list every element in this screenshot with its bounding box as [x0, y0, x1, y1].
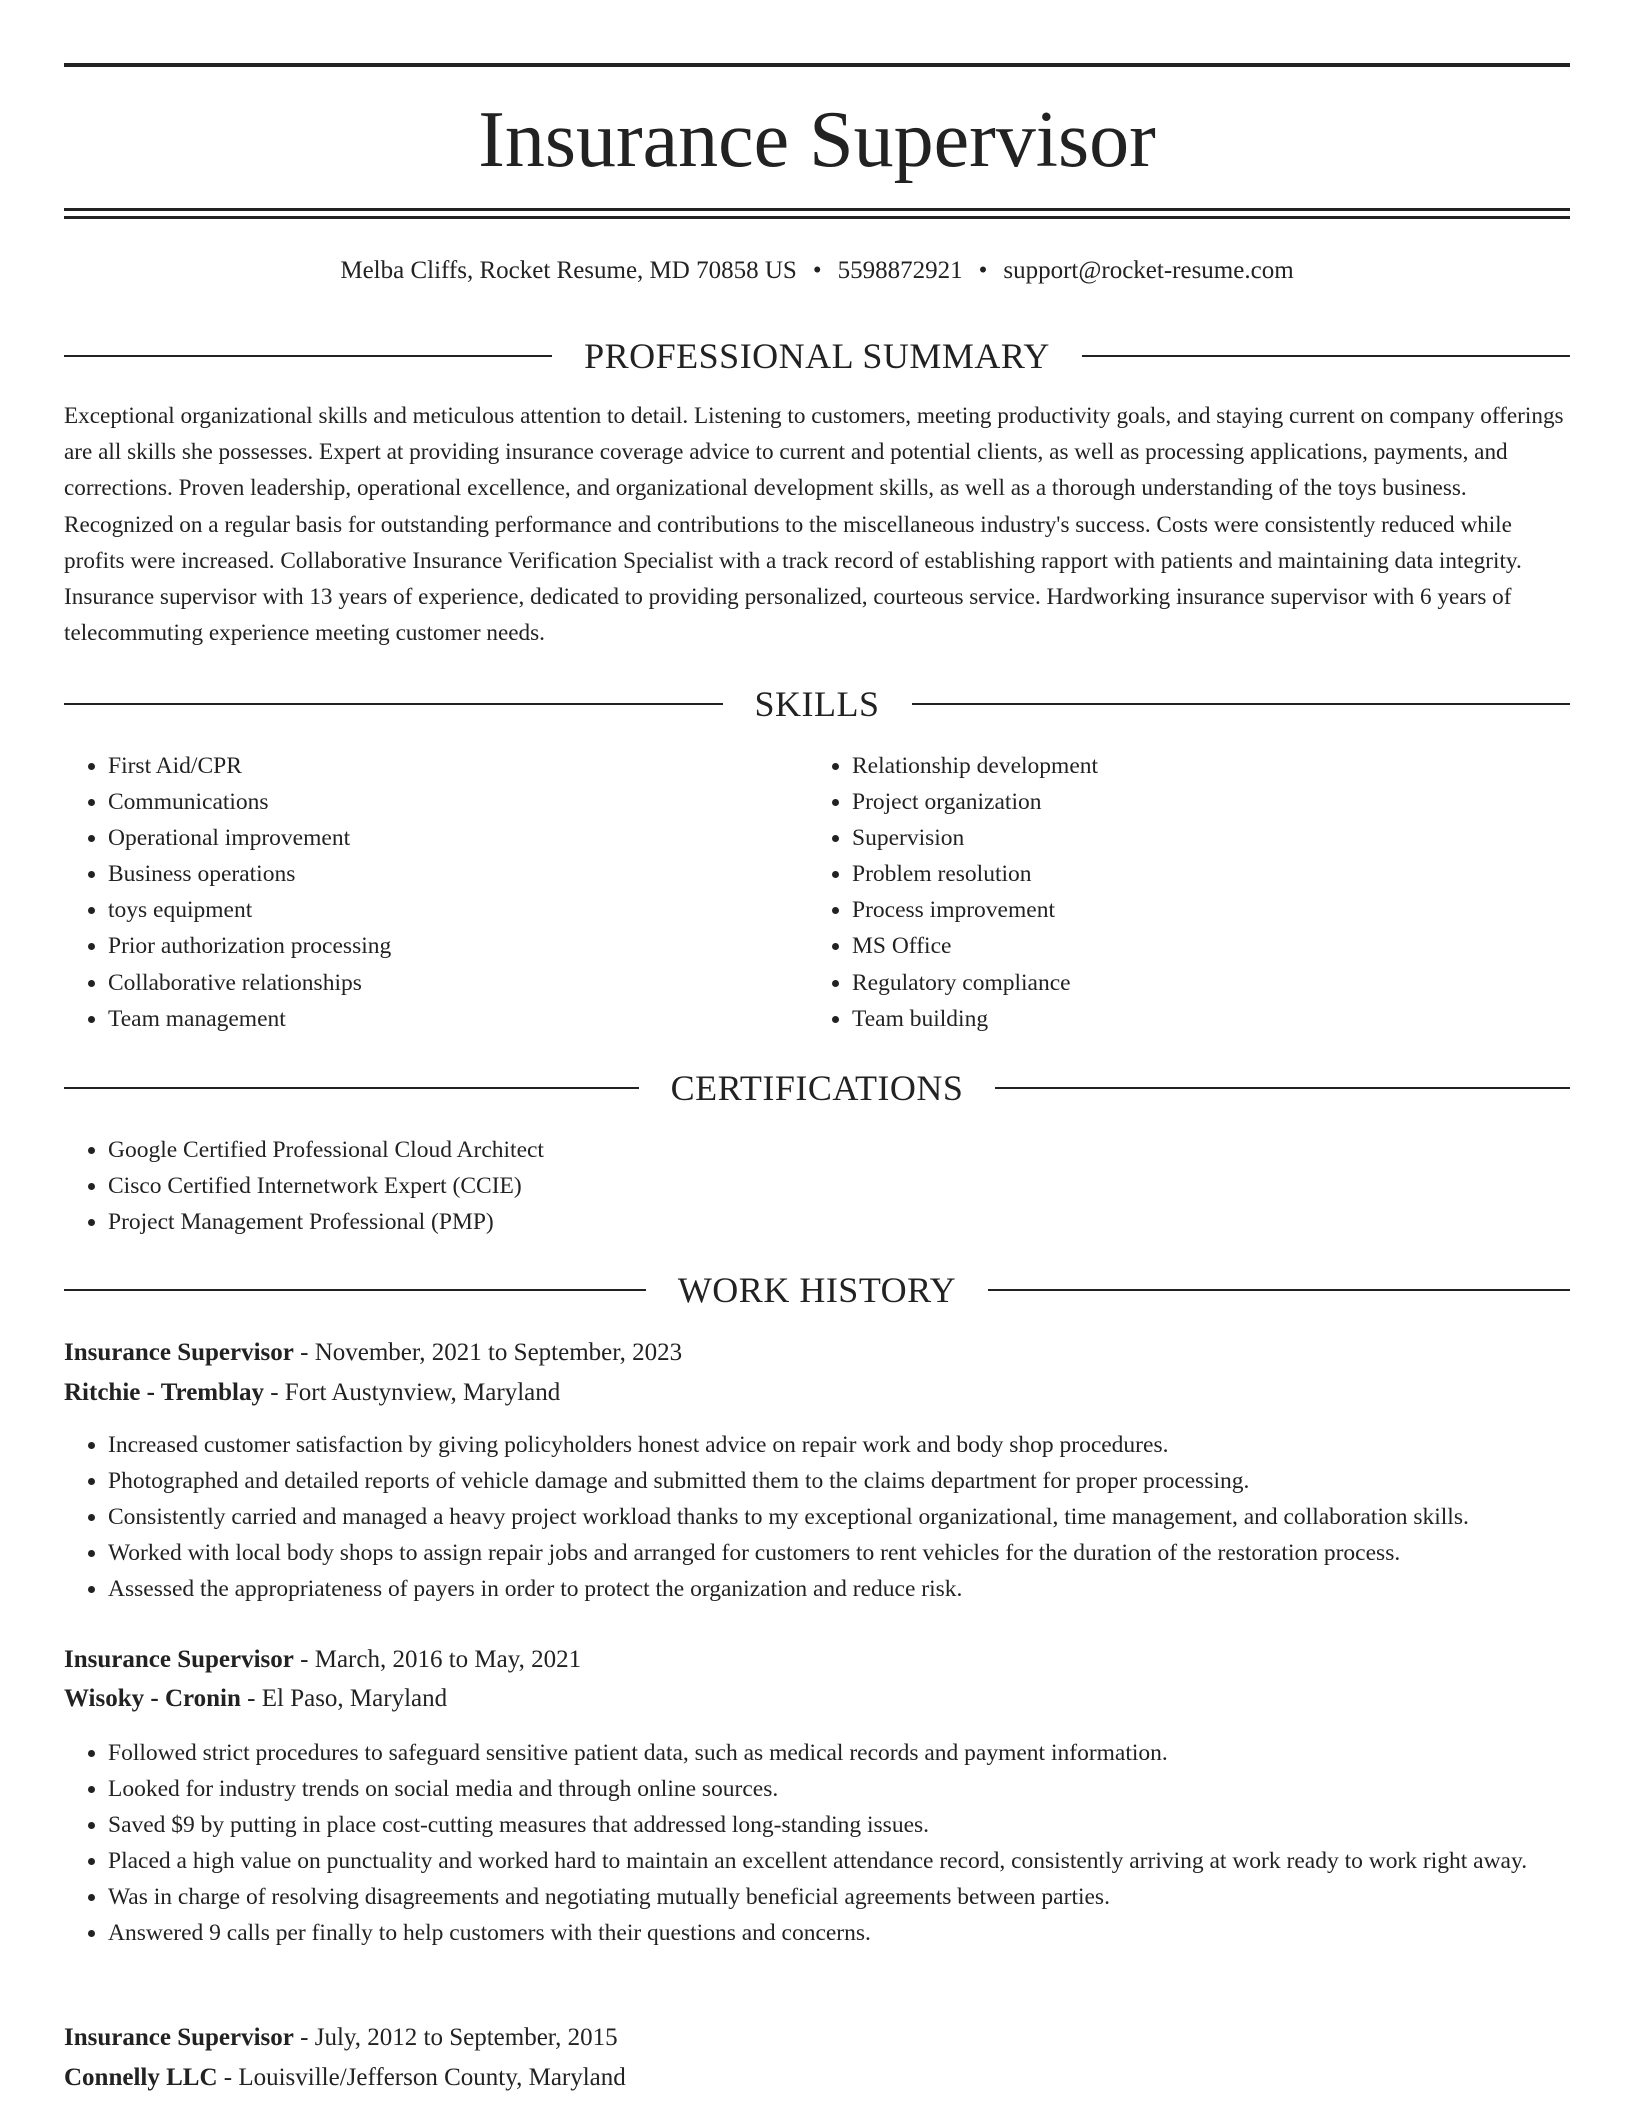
- work-heading: WORK HISTORY: [677, 1270, 957, 1310]
- skill-item: • Team building: [852, 1001, 1508, 1037]
- job-company: Connelly LLC: [64, 2064, 218, 2091]
- certifications-list: [64, 1132, 1570, 1240]
- section-rule-left: [64, 1087, 639, 1089]
- job-location: - Louisville/Jefferson County, Maryland: [217, 2064, 626, 2091]
- job-bullet: • Looked for industry trends on social media and through online sources.: [108, 1771, 1570, 1807]
- summary-text: Exceptional organizational skills and meticulous attention to detail. Listening to customers, meeting productivity goals, and staying current on company offerings are all skills she possesses. Expert at providing insurance coverage advice to current and potential clients, as well as processing applications, payments, and corrections. Proven leadership, operational excellence, and organizational development skills, as well as a thorough understanding of the toys business. Recognized on a regular basis for outstanding performance and contributions to the miscellaneous industry's success. Costs were consistently reduced while profits were increased. Collaborative Insurance Verification Specialist with a track record of establishing rapport with patients and maintaining data integrity. Insurance supervisor with 13 years of experience, dedicated to providing personalized, courteous service. Hardworking insurance supervisor with 6 years of telecommuting experience meeting customer needs.: [64, 403, 1564, 647]
- skills-column-left: [64, 748, 764, 1037]
- job-bullets: [64, 1735, 1570, 1951]
- skills-column-right: [808, 748, 1508, 1037]
- job-bullet: • Increased customer satisfaction by giving policyholders honest advice on repair work and body shop procedures.: [108, 1427, 1570, 1463]
- title-rule-lower: [64, 216, 1570, 219]
- job-bullet: • Worked with local body shops to assign repair jobs and arranged for customers to rent vehicles for the duration of the restoration process.: [108, 1535, 1570, 1571]
- job-company-line: [64, 1375, 1570, 1411]
- section-rule-left: [64, 703, 723, 705]
- contact-separator: •: [978, 257, 988, 284]
- job-location: - El Paso, Maryland: [240, 1685, 448, 1712]
- certification-item: • Cisco Certified Internetwork Expert (CCIE): [108, 1168, 1570, 1204]
- job-company-line: [64, 1681, 1570, 1717]
- job-dates: - March, 2016 to May, 2021: [293, 1646, 582, 1673]
- top-rule: [64, 63, 1570, 67]
- skill-item: • Regulatory compliance: [852, 965, 1508, 1001]
- skill-item: • toys equipment: [108, 892, 764, 928]
- contact-phone: 5598872921: [837, 257, 963, 284]
- skill-item: • Problem resolution: [852, 856, 1508, 892]
- job-bullet: • Answered 9 calls per finally to help customers with their questions and concerns.: [108, 1915, 1570, 1951]
- section-rule-right: [988, 1289, 1570, 1291]
- summary-heading: PROFESSIONAL SUMMARY: [584, 336, 1050, 376]
- skill-item: • Team management: [108, 1001, 764, 1037]
- skill-item: • First Aid/CPR: [108, 748, 764, 784]
- section-rule-left: [64, 355, 552, 357]
- job-bullets: [64, 1427, 1570, 1607]
- skill-item: • Business operations: [108, 856, 764, 892]
- title-rule-upper: [64, 208, 1570, 211]
- contact-email[interactable]: support@rocket-resume.com: [1003, 257, 1294, 284]
- skill-item: • Communications: [108, 784, 764, 820]
- skill-item: • Operational improvement: [108, 820, 764, 856]
- section-rule-left: [64, 1289, 646, 1291]
- contact-line: [64, 254, 1570, 288]
- job-bullet: • Photographed and detailed reports of vehicle damage and submitted them to the claims department for proper processing.: [108, 1463, 1570, 1499]
- section-rule-right: [995, 1087, 1570, 1089]
- job-title-line: [64, 1642, 1570, 1678]
- job-title-line: [64, 1335, 1570, 1371]
- skills-heading: SKILLS: [754, 684, 880, 724]
- job-company: Ritchie - Tremblay: [64, 1379, 264, 1406]
- job-title: Insurance Supervisor: [64, 1339, 294, 1366]
- work-section-header: [64, 1268, 1570, 1312]
- job-company-line: [64, 2060, 1570, 2096]
- job-bullet: • Followed strict procedures to safeguard sensitive patient data, such as medical records and payment information.: [108, 1735, 1570, 1771]
- certification-item: • Google Certified Professional Cloud Architect: [108, 1132, 1570, 1168]
- job-bullet: • Saved $9 by putting in place cost-cutting measures that addressed long-standing issues.: [108, 1807, 1570, 1843]
- resume-title: Insurance Supervisor: [478, 96, 1156, 184]
- job-dates: - November, 2021 to September, 2023: [293, 1339, 683, 1366]
- job-location: - Fort Austynview, Maryland: [263, 1379, 561, 1406]
- job-title: Insurance Supervisor: [64, 1646, 294, 1673]
- skill-item: • Relationship development: [852, 748, 1508, 784]
- skill-item: • Prior authorization processing: [108, 928, 764, 964]
- section-rule-right: [912, 703, 1571, 705]
- job-bullet: • Was in charge of resolving disagreements and negotiating mutually beneficial agreements between parties.: [108, 1879, 1570, 1915]
- section-rule-right: [1082, 355, 1570, 357]
- certification-item: • Project Management Professional (PMP): [108, 1204, 1570, 1240]
- certifications-heading: CERTIFICATIONS: [670, 1068, 964, 1108]
- job-company: Wisoky - Cronin: [64, 1685, 241, 1712]
- skills-section-header: [64, 682, 1570, 726]
- summary-section-header: [64, 334, 1570, 378]
- skill-item: • Process improvement: [852, 892, 1508, 928]
- job-bullet: • Consistently carried and managed a heavy project workload thanks to my exceptional organizational, time management, and collaboration skills.: [108, 1499, 1570, 1535]
- skill-item: • Project organization: [852, 784, 1508, 820]
- job-bullet: • Assessed the appropriateness of payers in order to protect the organization and reduce risk.: [108, 1571, 1570, 1607]
- job-title: Insurance Supervisor: [64, 2024, 294, 2051]
- skill-item: • Supervision: [852, 820, 1508, 856]
- contact-address: Melba Cliffs, Rocket Resume, MD 70858 US: [340, 257, 797, 284]
- job-bullet: • Placed a high value on punctuality and worked hard to maintain an excellent attendance record, consistently arriving at work ready to work right away.: [108, 1843, 1570, 1879]
- job-dates: - July, 2012 to September, 2015: [293, 2024, 618, 2051]
- job-title-line: [64, 2020, 1570, 2056]
- skill-item: • MS Office: [852, 928, 1508, 964]
- certifications-section-header: [64, 1066, 1570, 1110]
- contact-separator: •: [812, 257, 822, 284]
- skill-item: • Collaborative relationships: [108, 965, 764, 1001]
